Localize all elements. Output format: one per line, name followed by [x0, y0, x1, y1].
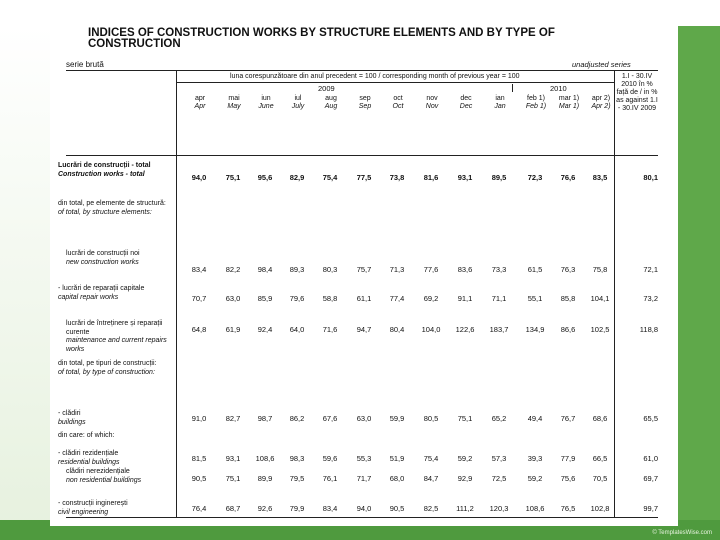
table-cell: 89,5 — [491, 173, 507, 182]
month-ro: sep — [359, 95, 371, 102]
month-ro: mar 1) — [558, 95, 580, 102]
table-cell: 90,5 — [191, 474, 207, 483]
cumulative-header: 1.I - 30.IV 2010 în % față de / in % as against 1.I - 30.IV 2009 — [616, 73, 658, 112]
top-band — [0, 0, 720, 26]
table-cell: 49,4 — [527, 414, 543, 423]
row-label — [58, 432, 178, 441]
table-cell: 82,9 — [289, 173, 305, 182]
month-header — [382, 95, 414, 111]
month-header — [282, 95, 314, 111]
row-label-en: of total, by type of construction: — [58, 368, 155, 376]
table-cell: 67,6 — [322, 414, 338, 423]
table-cell: 72,5 — [491, 474, 507, 483]
table-cell: 85,8 — [560, 294, 576, 303]
table-cell: 77,9 — [560, 454, 576, 463]
table-cell: 68,0 — [389, 474, 405, 483]
row-label — [58, 410, 178, 427]
month-header — [184, 95, 216, 111]
table-cell: 76,7 — [560, 414, 576, 423]
table-cell: 75,4 — [322, 173, 338, 182]
table-cell: 61,5 — [527, 265, 543, 274]
cumulative-cell: 73,2 — [643, 294, 658, 303]
row-label-en: maintenance and current repairs works — [66, 337, 167, 353]
table-cell: 98,3 — [289, 454, 305, 463]
table-cell: 70,5 — [592, 474, 608, 483]
row-label-en: capital repair works — [58, 293, 119, 301]
row-label — [58, 162, 178, 179]
table-cell: 59,9 — [389, 414, 405, 423]
table-cell: 63,0 — [356, 414, 372, 423]
table-cell: 59,2 — [457, 454, 473, 463]
cumulative-cell: 69,7 — [643, 474, 658, 483]
table-cell: 134,9 — [525, 325, 545, 334]
row-label-en: buildings — [58, 418, 86, 426]
table-cell: 92,9 — [457, 474, 473, 483]
table-cell: 104,0 — [421, 325, 441, 334]
cumulative-cell: 118,8 — [639, 325, 658, 334]
cumulative-cell: 72,1 — [643, 265, 658, 274]
table-cell: 98,4 — [257, 265, 273, 274]
table-cell: 61,9 — [225, 325, 241, 334]
table-cell: 86,2 — [289, 414, 305, 423]
table-cell: 77,6 — [423, 265, 439, 274]
month-header — [484, 95, 516, 111]
row-label-ro: lucrări de construcții noi — [66, 250, 140, 257]
header-span: luna corespunzătoare din anul precedent = 100 / corresponding month of previous year = 100 — [230, 73, 520, 80]
month-en: Apr 2) — [591, 103, 611, 110]
table-cell: 183,7 — [489, 325, 509, 334]
month-en: Feb 1) — [525, 103, 547, 110]
month-header — [450, 95, 482, 111]
table-cell: 104,1 — [590, 294, 610, 303]
table-cell: 111,2 — [456, 504, 474, 513]
month-ro: feb 1) — [527, 95, 545, 102]
table-cell: 108,6 — [525, 504, 545, 513]
row-label-en: civil engineering — [58, 508, 109, 516]
cumulative-cell: 99,7 — [643, 504, 658, 513]
table-cell: 58,8 — [322, 294, 338, 303]
table-cell: 71,7 — [356, 474, 372, 483]
serie-label: serie brută — [66, 60, 104, 69]
table-cell: 89,3 — [289, 265, 305, 274]
month-header — [218, 95, 250, 111]
right-band — [678, 26, 720, 540]
row-label-en: non residential buildings — [66, 476, 142, 484]
table-cell: 79,9 — [289, 504, 305, 513]
table-cell: 81,6 — [423, 173, 439, 182]
table-cell: 69,2 — [423, 294, 439, 303]
month-header — [349, 95, 381, 111]
table-cell: 86,6 — [560, 325, 576, 334]
month-header — [520, 95, 552, 111]
row-label — [58, 500, 178, 517]
page-title: INDICES OF CONSTRUCTION WORKS BY STRUCTURE ELEMENTS AND BY TYPE OF CONSTRUCTION — [88, 27, 555, 50]
table-cell: 59,2 — [527, 474, 543, 483]
table-cell: 68,6 — [592, 414, 608, 423]
bottom-rule — [66, 517, 658, 518]
row-label-ro: - clădiri — [58, 410, 81, 417]
cumulative-cell: 61,0 — [643, 454, 658, 463]
year-2009: 2009 — [318, 84, 335, 93]
table-cell: 83,5 — [592, 173, 608, 182]
watermark: © TemplatesWise.com — [652, 530, 712, 536]
table-cell: 93,1 — [225, 454, 241, 463]
table-cell: 77,4 — [389, 294, 405, 303]
table-cell: 59,6 — [322, 454, 338, 463]
table-cell: 73,8 — [389, 173, 405, 182]
month-header — [250, 95, 282, 111]
table-cell: 95,6 — [257, 173, 273, 182]
month-en: Sep — [358, 103, 372, 110]
table-cell: 75,8 — [592, 265, 608, 274]
table-cell: 68,7 — [225, 504, 241, 513]
table-cell: 75,1 — [225, 474, 241, 483]
table-cell: 89,9 — [257, 474, 273, 483]
table-cell: 82,2 — [225, 265, 241, 274]
row-label-en: residential buildings — [58, 458, 120, 466]
table-cell: 83,4 — [322, 504, 338, 513]
month-header — [416, 95, 448, 111]
table-cell: 73,3 — [491, 265, 507, 274]
row-label — [66, 250, 186, 267]
table-cell: 93,1 — [457, 173, 473, 182]
month-en: July — [291, 103, 305, 110]
table-cell: 90,5 — [389, 504, 405, 513]
table-cell: 76,5 — [560, 504, 576, 513]
row-label-en: of total, by structure elements: — [58, 208, 152, 216]
month-en: Apr — [194, 103, 206, 110]
table-cell: 80,3 — [322, 265, 338, 274]
table-cell: 82,7 — [225, 414, 241, 423]
table-cell: 39,3 — [527, 454, 543, 463]
table-cell: 83,6 — [457, 265, 473, 274]
table-cell: 120,3 — [489, 504, 509, 513]
month-en: Aug — [324, 103, 338, 110]
table-cell: 85,9 — [257, 294, 273, 303]
cumulative-cell: 65,5 — [643, 414, 658, 423]
table-cell: 75,1 — [457, 414, 473, 423]
table-cell: 94,0 — [191, 173, 207, 182]
month-en: June — [258, 103, 274, 110]
table-cell: 76,4 — [191, 504, 207, 513]
row-label-ro: Lucrări de construcții - total — [58, 162, 151, 169]
table-cell: 108,6 — [255, 454, 275, 463]
month-ro: mai — [228, 95, 240, 102]
month-ro: iun — [261, 95, 271, 102]
table-cell: 92,4 — [257, 325, 273, 334]
row-label — [66, 320, 186, 354]
table-cell: 64,8 — [191, 325, 207, 334]
header-rule — [176, 82, 614, 83]
table-cell: 98,7 — [257, 414, 273, 423]
row-label — [66, 468, 186, 485]
row-label — [58, 450, 178, 467]
table-cell: 102,8 — [590, 504, 610, 513]
table-cell: 75,6 — [560, 474, 576, 483]
row-label — [58, 200, 178, 217]
table-cell: 91,1 — [457, 294, 473, 303]
table-cell: 76,1 — [322, 474, 338, 483]
table-cell: 91,0 — [191, 414, 207, 423]
table-cell: 102,5 — [590, 325, 610, 334]
row-label-ro: din total, pe tipuri de construcții: — [58, 360, 157, 367]
table-cell: 92,6 — [257, 504, 273, 513]
table-cell: 82,5 — [423, 504, 439, 513]
row-label-ro: - construcții inginerești — [58, 500, 128, 507]
table-cell: 80,4 — [389, 325, 405, 334]
table-cell: 55,1 — [527, 294, 543, 303]
month-en: Nov — [425, 103, 439, 110]
top-rule — [66, 70, 658, 71]
month-ro: nov — [426, 95, 438, 102]
month-ro: apr 2) — [591, 95, 611, 102]
month-en: Mar 1) — [558, 103, 580, 110]
month-en: May — [227, 103, 241, 110]
row-label-en: Construction works - total — [58, 170, 145, 178]
table-cell: 71,3 — [389, 265, 405, 274]
year-2010: 2010 — [550, 84, 567, 93]
row-label-ro: din care: of which: — [58, 432, 115, 439]
table-cell: 65,2 — [491, 414, 507, 423]
table-cell: 75,4 — [423, 454, 439, 463]
table-cell: 76,3 — [560, 265, 576, 274]
unadjusted-label: unadjusted series — [572, 60, 631, 69]
cumulative-cell: 80,1 — [643, 173, 658, 182]
table-cell: 71,6 — [322, 325, 338, 334]
month-en: Jan — [494, 103, 506, 110]
table-cell: 70,7 — [191, 294, 207, 303]
table-cell: 64,0 — [289, 325, 305, 334]
table-cell: 77,5 — [356, 173, 372, 182]
month-ro: dec — [460, 95, 472, 102]
table-cell: 61,1 — [356, 294, 372, 303]
month-header — [585, 95, 617, 111]
table-cell: 79,5 — [289, 474, 305, 483]
month-ro: aug — [325, 95, 337, 102]
table-cell: 94,0 — [356, 504, 372, 513]
table-cell: 122,6 — [455, 325, 475, 334]
row-label-ro: - clădiri rezidențiale — [58, 450, 119, 457]
table-cell: 66,5 — [592, 454, 608, 463]
month-en: Dec — [459, 103, 473, 110]
table-cell: 51,9 — [389, 454, 405, 463]
month-header — [315, 95, 347, 111]
table-cell: 84,7 — [423, 474, 439, 483]
table-cell: 94,7 — [356, 325, 372, 334]
table-cell: 75,7 — [356, 265, 372, 274]
table-cell: 55,3 — [356, 454, 372, 463]
table-cell: 79,6 — [289, 294, 305, 303]
month-ro: ian — [495, 95, 505, 102]
table-cell: 76,6 — [560, 173, 576, 182]
month-header — [553, 95, 585, 111]
row-label — [58, 360, 178, 377]
table-cell: 71,1 — [491, 294, 507, 303]
header-bottom-rule — [66, 155, 658, 156]
table-cell: 80,5 — [423, 414, 439, 423]
month-ro: apr — [194, 95, 206, 102]
table-cell: 83,4 — [191, 265, 207, 274]
year-divider — [512, 84, 513, 92]
month-ro: oct — [393, 95, 403, 102]
table-cell: 81,5 — [191, 454, 207, 463]
month-ro: iul — [294, 95, 302, 102]
row-label-ro: din total, pe elemente de structură: — [58, 200, 166, 207]
row-label-en: new construction works — [66, 258, 139, 266]
row-label-ro: lucrări de întreținere și reparații curente — [66, 320, 163, 336]
month-en: Oct — [392, 103, 404, 110]
row-label-ro: - lucrări de reparații capitale — [58, 285, 145, 292]
left-band — [0, 26, 50, 540]
table-cell: 63,0 — [225, 294, 241, 303]
row-label — [58, 285, 178, 302]
table-cell: 72,3 — [527, 173, 543, 182]
table-cell: 75,1 — [225, 173, 241, 182]
table-cell: 57,3 — [491, 454, 507, 463]
row-label-ro: clădiri nerezidențiale — [66, 468, 130, 475]
